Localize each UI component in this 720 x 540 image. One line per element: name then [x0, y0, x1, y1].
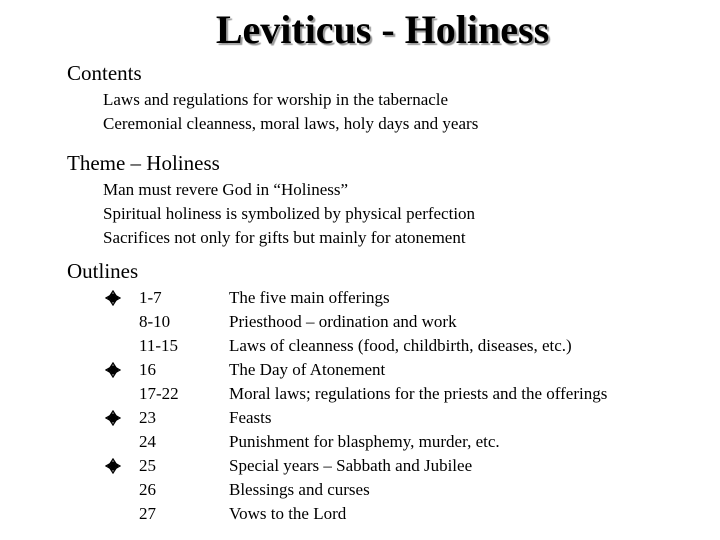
contents-item: Laws and regulations for worship in the tabernacle [103, 90, 449, 109]
outline-description: Feasts [229, 408, 272, 427]
outline-description: Priesthood – ordination and work [229, 312, 457, 331]
outline-description: Blessings and curses [229, 480, 370, 499]
outline-chapter-ref: 8-10 [139, 312, 171, 331]
outline-chapter-ref: 25 [139, 456, 156, 475]
contents-heading: Contents [67, 61, 142, 85]
outline-chapter-ref: 23 [139, 408, 156, 427]
theme-item: Man must revere God in “Holiness” [103, 180, 349, 199]
outline-description: The Day of Atonement [229, 360, 386, 379]
outline-description: The five main offerings [229, 288, 390, 307]
diamond-bullet-icon [105, 362, 121, 378]
outline-chapter-ref: 26 [139, 480, 156, 499]
diamond-bullet-icon [105, 410, 121, 426]
outline-chapter-ref: 16 [139, 360, 156, 379]
theme-item: Sacrifices not only for gifts but mainly for atonement [103, 228, 466, 247]
outline-description: Laws of cleanness (food, childbirth, diseases, etc.) [229, 336, 572, 355]
outline-description: Special years – Sabbath and Jubilee [229, 456, 473, 475]
diamond-bullet-icon [105, 458, 121, 474]
diamond-bullet-icon [105, 290, 121, 306]
outline-description: Moral laws; regulations for the priests and the offerings [229, 384, 608, 403]
outline-description: Vows to the Lord [229, 504, 347, 523]
outline-chapter-ref: 1-7 [139, 288, 162, 307]
outline-chapter-ref: 11-15 [139, 336, 179, 355]
theme-item: Spiritual holiness is symbolized by physical perfection [103, 204, 476, 223]
outline-chapter-ref: 24 [139, 432, 156, 451]
contents-item: Ceremonial cleanness, moral laws, holy days and years [103, 114, 479, 133]
theme-heading: Theme – Holiness [67, 151, 220, 175]
page-title: Leviticus - Holiness [215, 7, 550, 52]
outline-description: Punishment for blasphemy, murder, etc. [229, 432, 500, 451]
outline-chapter-ref: 17-22 [139, 384, 179, 403]
outline-chapter-ref: 27 [139, 504, 156, 523]
outlines-heading: Outlines [67, 259, 139, 283]
